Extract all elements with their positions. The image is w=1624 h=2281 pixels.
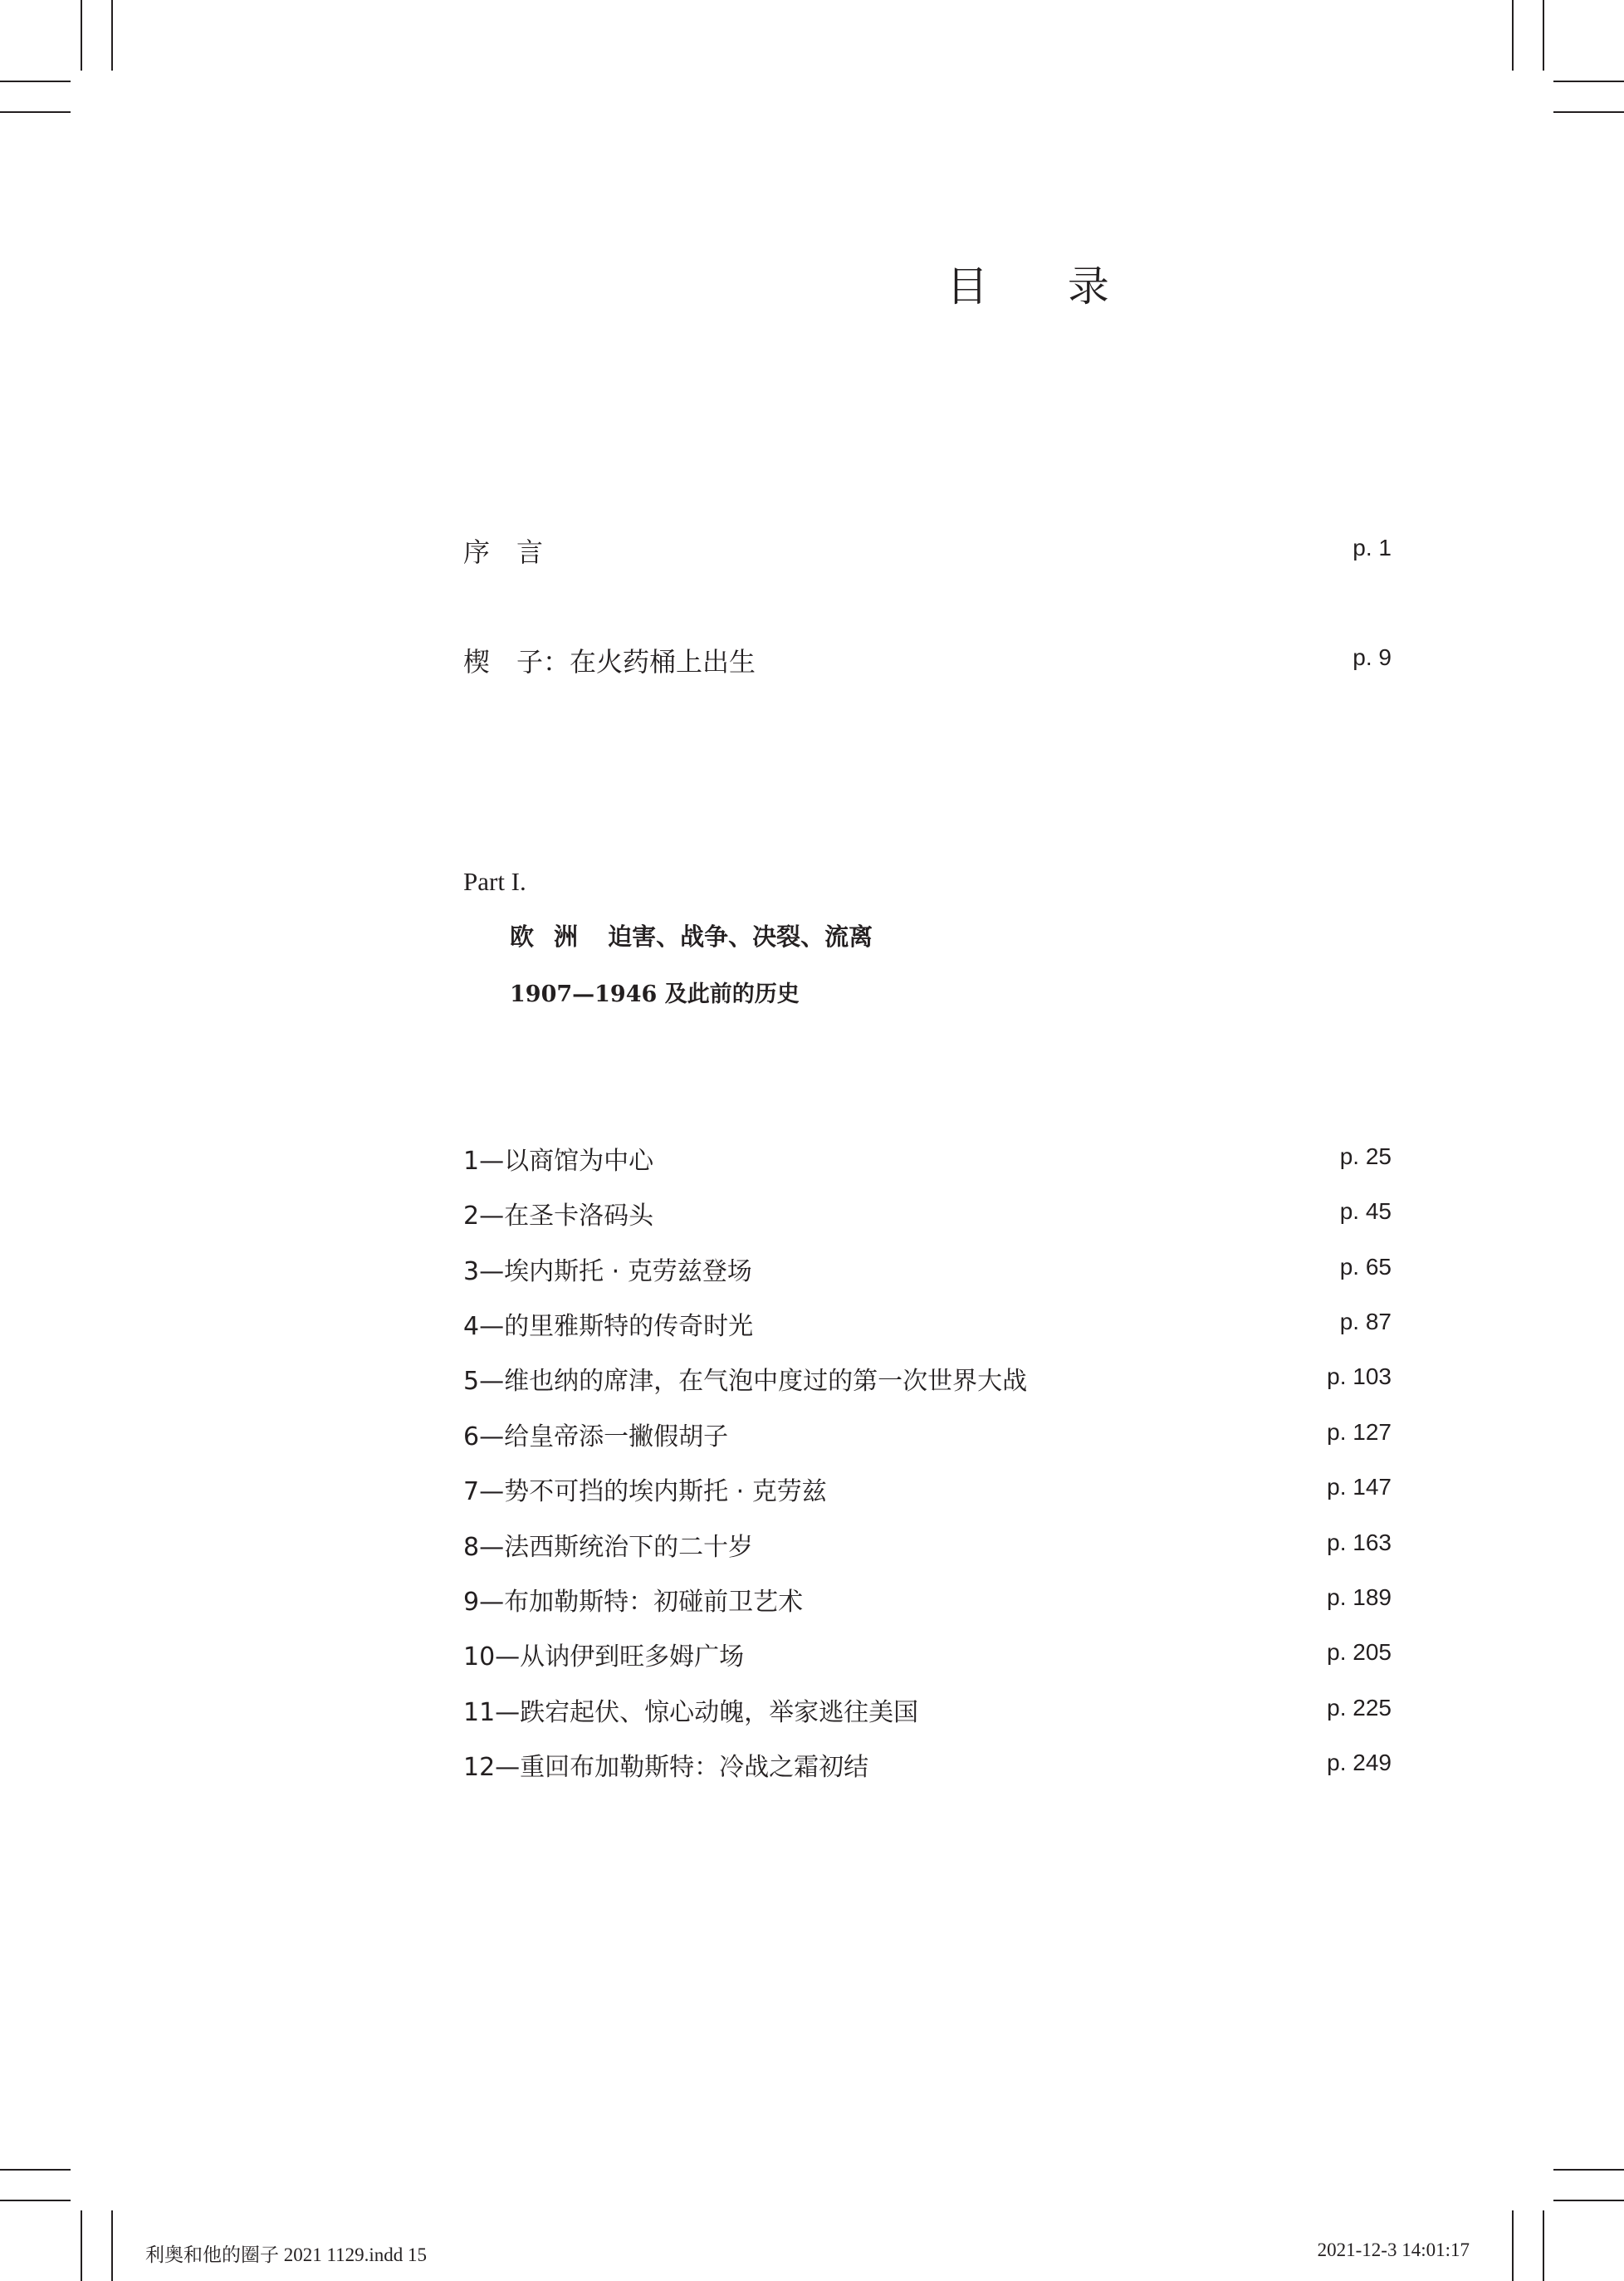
toc-entry-prologue[interactable] <box>463 641 1392 678</box>
toc-entry-page: p. 147 <box>1327 1474 1392 1500</box>
toc-entry-page: p. 189 <box>1327 1584 1392 1610</box>
crop-mark <box>0 81 71 82</box>
toc-entry-label: 序 言 <box>463 536 544 568</box>
part-period: 1907—1946 及此前的历史 <box>510 981 800 1007</box>
part-subtitle: 迫害、战争、决裂、流离 <box>608 923 873 951</box>
crop-mark <box>81 2210 82 2281</box>
toc-entry-label: 4—的里雅斯特的传奇时光 <box>463 1312 754 1341</box>
toc-entry-label: 2—在圣卡洛码头 <box>463 1202 654 1231</box>
toc-entry-label: 1—以商馆为中心 <box>463 1147 654 1176</box>
print-slug-file: 利奥和他的圈子 2021 1129.indd 15 <box>145 2244 428 2265</box>
toc-entry-page: p. 9 <box>1353 644 1392 670</box>
crop-mark <box>0 2200 71 2201</box>
toc-entry-page: p. 249 <box>1327 1750 1392 1775</box>
toc-entry-label: 12—重回布加勒斯特：冷战之霜初结 <box>463 1753 869 1782</box>
crop-mark <box>111 0 113 71</box>
toc-entry-chapter[interactable] <box>463 1416 1392 1452</box>
toc-entry-chapter[interactable] <box>463 1305 1392 1342</box>
crop-mark <box>1553 2169 1624 2171</box>
crop-mark <box>1553 81 1624 82</box>
crop-mark <box>0 2169 71 2171</box>
toc-entry-page: p. 225 <box>1327 1695 1392 1721</box>
toc-entry-label: 7—势不可挡的埃内斯托 · 克劳兹 <box>463 1477 827 1506</box>
crop-mark <box>1543 0 1544 71</box>
toc-entry-page: p. 45 <box>1339 1198 1392 1224</box>
toc-entry-label: 9—布加勒斯特：初碰前卫艺术 <box>463 1588 804 1617</box>
toc-entry-label: 3—埃内斯托 · 克劳兹登场 <box>463 1257 752 1286</box>
crop-mark <box>1543 2210 1544 2281</box>
toc-entry-label: 5—维也纳的席津，在气泡中度过的第一次世界大战 <box>463 1367 1028 1396</box>
toc-entry-chapter[interactable] <box>463 1251 1392 1287</box>
crop-mark <box>81 0 82 71</box>
toc-entry-preface[interactable] <box>463 531 1392 568</box>
toc-entry-page: p. 205 <box>1327 1639 1392 1665</box>
toc-entry-chapter[interactable] <box>463 1581 1392 1618</box>
toc-entry-label: 11—跌宕起伏、惊心动魄，举家逃往美国 <box>463 1698 919 1727</box>
toc-entry-page: p. 1 <box>1353 535 1392 560</box>
toc-entry-chapter[interactable] <box>463 1526 1392 1563</box>
part-region: 欧洲 <box>510 923 599 951</box>
toc-entry-chapter[interactable] <box>463 1195 1392 1231</box>
toc-entry-page: p. 25 <box>1339 1143 1392 1169</box>
crop-mark <box>1553 111 1624 113</box>
crop-mark <box>1553 2200 1624 2201</box>
toc-entry-chapter[interactable] <box>463 1691 1392 1728</box>
toc-entry-chapter[interactable] <box>463 1746 1392 1783</box>
toc-entry-page: p. 103 <box>1327 1363 1392 1389</box>
crop-mark <box>1512 2210 1514 2281</box>
crop-mark <box>0 111 71 113</box>
toc-entry-chapter[interactable] <box>463 1140 1392 1177</box>
toc-entry-page: p. 163 <box>1327 1530 1392 1555</box>
toc-entry-chapter[interactable] <box>463 1471 1392 1507</box>
toc-entry-label: 10—从讷伊到旺多姆广场 <box>463 1642 745 1672</box>
page-title: 目 录 <box>947 262 1142 311</box>
crop-mark <box>1512 0 1514 71</box>
toc-entry-page: p. 87 <box>1339 1309 1392 1334</box>
toc-entry-chapter[interactable] <box>463 1636 1392 1672</box>
toc-entry-label: 6—给皇帝添一撇假胡子 <box>463 1422 729 1451</box>
toc-entry-chapter[interactable] <box>463 1360 1392 1397</box>
toc-entry-page: p. 127 <box>1327 1419 1392 1445</box>
toc-entry-label: 楔 子：在火药桶上出生 <box>463 646 756 678</box>
toc-entry-page: p. 65 <box>1339 1254 1392 1280</box>
part-title <box>510 918 873 952</box>
part-label: Part I. <box>463 867 526 896</box>
toc-entry-label: 8—法西斯统治下的二十岁 <box>463 1533 754 1562</box>
crop-mark <box>111 2210 113 2281</box>
print-slug-timestamp: 2021-12-3 14:01:17 <box>1317 2239 1470 2260</box>
